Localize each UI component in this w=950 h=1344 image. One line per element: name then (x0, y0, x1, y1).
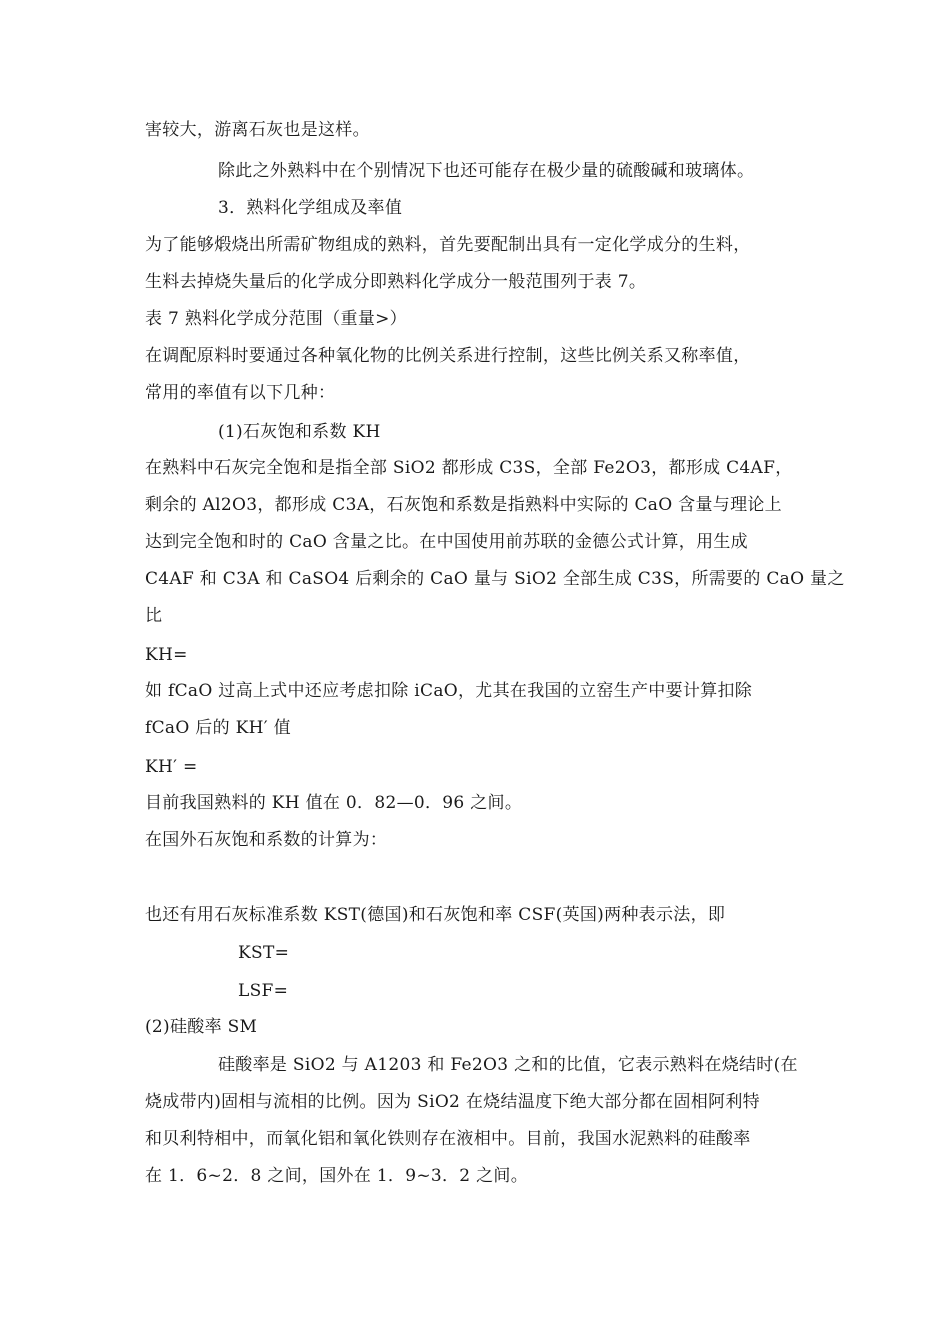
subsection-heading: (1)石灰饱和系数 KH (218, 422, 381, 442)
formula-kh: KH= (145, 645, 188, 665)
paragraph-line: 常用的率值有以下几种： (145, 383, 336, 403)
paragraph-line: 在 1．6~2．8 之间，国外在 1．9~3．2 之间。 (145, 1166, 529, 1186)
subsection-heading: (2)硅酸率 SM (145, 1017, 258, 1037)
section-heading: 3．熟料化学组成及率值 (218, 198, 403, 218)
table-caption: 表 7 熟料化学成分范围（重量>） (145, 309, 407, 329)
paragraph-line: 达到完全饱和时的 CaO 含量之比。在中国使用前苏联的金德公式计算，用生成 (145, 532, 748, 552)
paragraph-line: C4AF 和 C3A 和 CaSO4 后剩余的 CaO 量与 SiO2 全部生成 C3S，所需要的 CaO 量之 (145, 569, 845, 589)
paragraph-line: 在熟料中石灰完全饱和是指全部 SiO2 都形成 C3S，全部 Fe2O3，都形成 C4AF， (145, 458, 793, 478)
formula-kst: KST= (238, 943, 290, 963)
paragraph-line: 烧成带内)固相与流相的比例。因为 SiO2 在烧结温度下绝大部分都在固相阿利特 (145, 1092, 760, 1112)
paragraph-line: 为了能够煅烧出所需矿物组成的熟料，首先要配制出具有一定化学成分的生料， (145, 235, 751, 255)
formula-kh-prime: KH′ = (145, 757, 198, 777)
paragraph-line: fCaO 后的 KH′ 值 (145, 718, 291, 738)
paragraph-line: 比 (145, 606, 163, 626)
paragraph-line: 硅酸率是 SiO2 与 A1203 和 Fe2O3 之和的比值，它表示熟料在烧结时(在 (218, 1055, 798, 1075)
paragraph-line: 也还有用石灰标准系数 KST(德国)和石灰饱和率 CSF(英国)两种表示法，即 (145, 905, 726, 925)
paragraph-line: 在国外石灰饱和系数的计算为： (145, 830, 388, 850)
paragraph-line: 除此之外熟料中在个别情况下也还可能存在极少量的硫酸碱和玻璃体。 (218, 161, 755, 181)
paragraph-line: 如 fCaO 过高上式中还应考虑扣除 iCaO，尤其在我国的立窑生产中要计算扣除 (145, 681, 753, 701)
paragraph-line: 在调配原料时要通过各种氧化物的比例关系进行控制，这些比例关系又称率值， (145, 346, 751, 366)
paragraph-line: 生料去掉烧失量后的化学成分即熟料化学成分一般范围列于表 7。 (145, 272, 647, 292)
paragraph-line: 和贝利特相中，而氧化铝和氧化铁则存在液相中。目前，我国水泥熟料的硅酸率 (145, 1129, 751, 1149)
paragraph-line: 目前我国熟料的 KH 值在 0．82—0．96 之间。 (145, 793, 523, 813)
paragraph-line: 害较大，游离石灰也是这样。 (145, 120, 370, 140)
paragraph-line: 剩余的 Al2O3，都形成 C3A，石灰饱和系数是指熟料中实际的 CaO 含量与理论上 (145, 495, 782, 515)
formula-lsf: LSF= (238, 981, 289, 1001)
